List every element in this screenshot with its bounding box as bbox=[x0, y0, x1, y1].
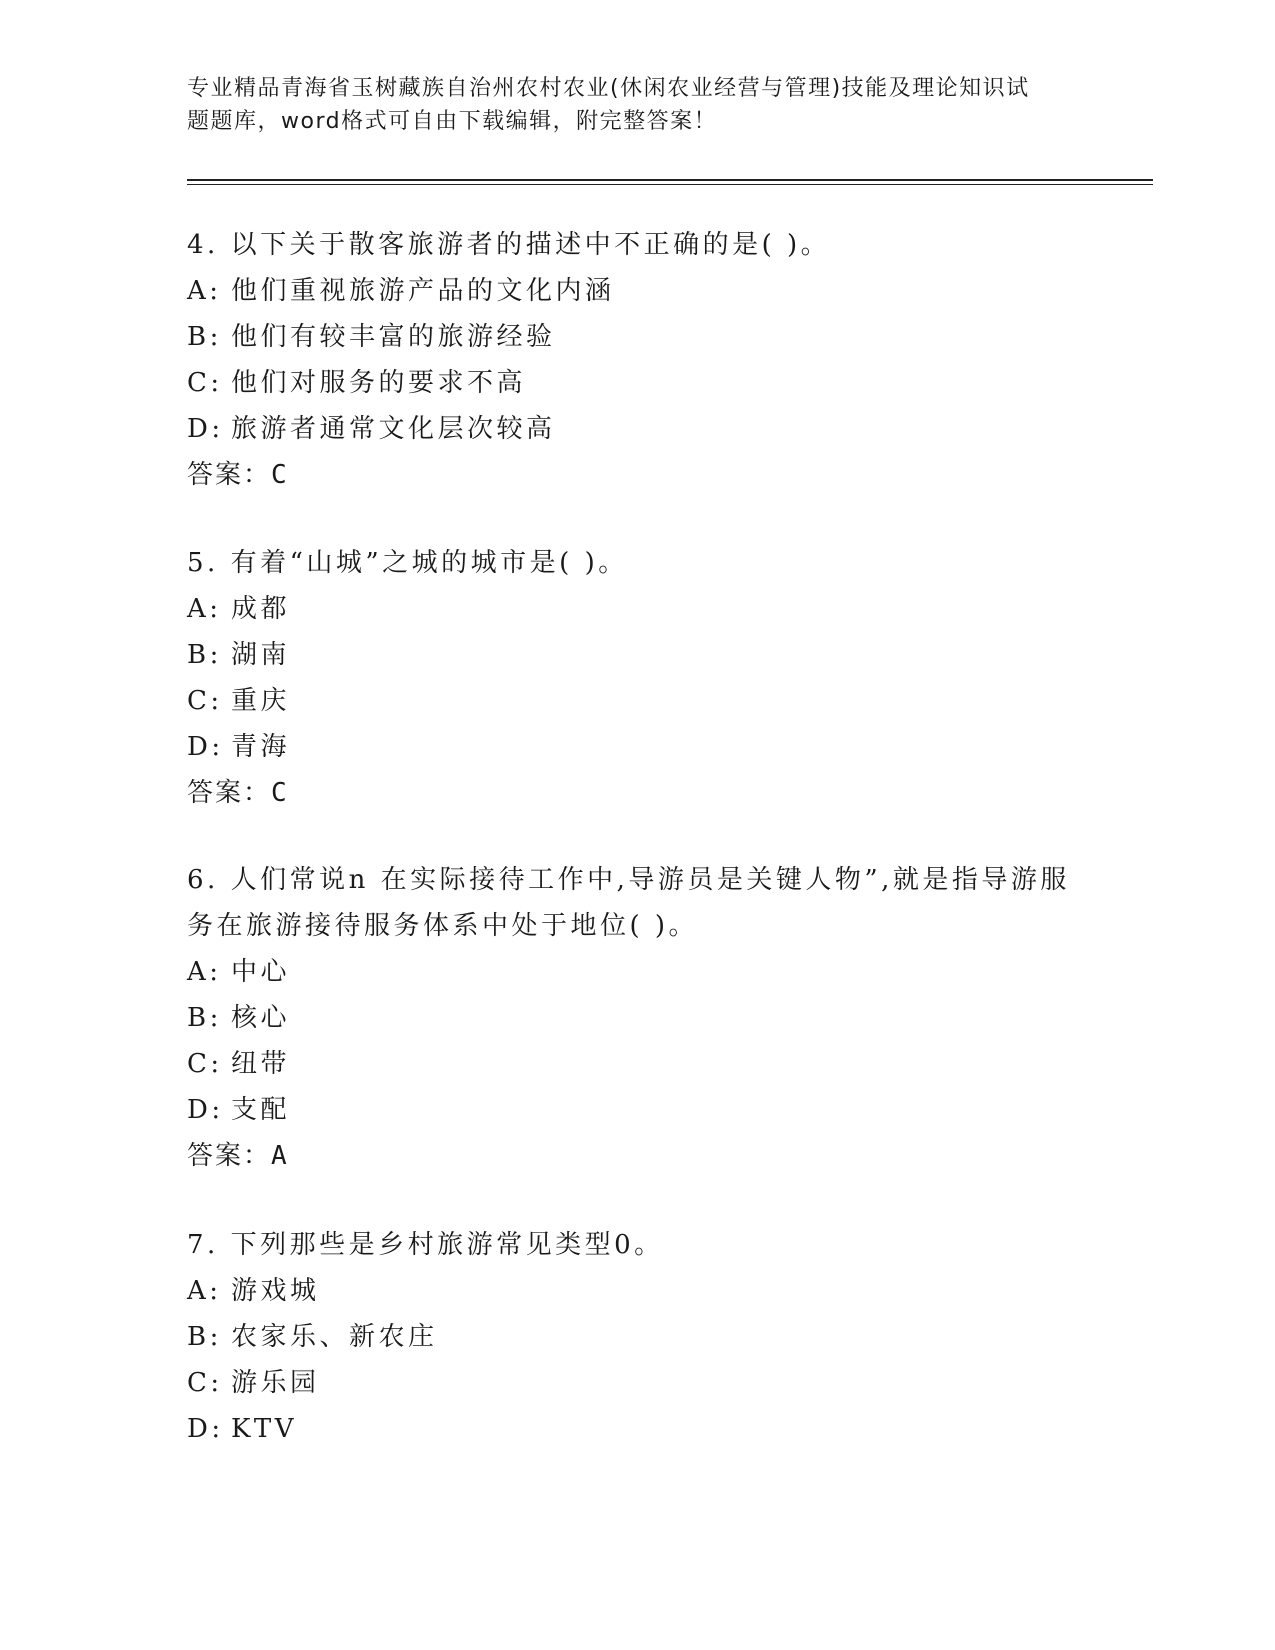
option-text: 他们重视旅游产品的文化内涵 bbox=[231, 276, 615, 306]
option-b bbox=[187, 314, 1087, 360]
option-key: A: bbox=[187, 594, 222, 624]
question-4 bbox=[187, 222, 1087, 498]
option-key: D: bbox=[187, 1095, 224, 1125]
answer-value: C bbox=[271, 460, 289, 490]
answer-value: A bbox=[271, 1141, 289, 1171]
option-c bbox=[187, 1041, 1087, 1087]
question-stem-line-1: 6. 人们常说n 在实际接待工作中,导游员是关键人物”,就是指导游服 bbox=[187, 865, 1070, 895]
option-a bbox=[187, 1268, 1087, 1314]
option-key: D: bbox=[187, 732, 224, 762]
answer-label: 答案： bbox=[187, 460, 272, 490]
option-d bbox=[187, 1406, 1087, 1452]
option-text: 他们对服务的要求不高 bbox=[231, 368, 527, 398]
question-7 bbox=[187, 1222, 1087, 1452]
answer-line bbox=[187, 1133, 1087, 1179]
answer-line bbox=[187, 452, 1087, 498]
option-key: A: bbox=[187, 957, 222, 987]
option-b bbox=[187, 995, 1087, 1041]
question-5 bbox=[187, 540, 1087, 816]
option-c bbox=[187, 678, 1087, 724]
question-stem: 4. 以下关于散客旅游者的描述中不正确的是( )。 bbox=[187, 230, 831, 260]
option-d bbox=[187, 406, 1087, 452]
question-stem: 7. 下列那些是乡村旅游常见类型0。 bbox=[187, 1230, 664, 1260]
option-c bbox=[187, 360, 1087, 406]
option-key: D: bbox=[187, 1414, 224, 1444]
option-text: 他们有较丰富的旅游经验 bbox=[231, 322, 556, 352]
question-stem-line-2: 务在旅游接待服务体系中处于地位( )。 bbox=[187, 911, 699, 941]
option-key: D: bbox=[187, 414, 224, 444]
option-text: 湖南 bbox=[231, 640, 291, 670]
option-c bbox=[187, 1360, 1087, 1406]
option-key: A: bbox=[187, 276, 222, 306]
option-key: C: bbox=[187, 686, 223, 716]
option-text: 支配 bbox=[231, 1095, 291, 1125]
answer-label: 答案： bbox=[187, 1141, 272, 1171]
answer-value: C bbox=[271, 778, 289, 808]
option-text: 农家乐、新农庄 bbox=[231, 1322, 438, 1352]
option-a bbox=[187, 586, 1087, 632]
option-text: 旅游者通常文化层次较高 bbox=[231, 414, 556, 444]
answer-line bbox=[187, 770, 1087, 816]
header-divider-thick bbox=[187, 179, 1153, 181]
header-title-line-1: 专业精品青海省玉树藏族自治州农村农业(休闲农业经营与管理)技能及理论知识试 bbox=[187, 76, 1030, 101]
option-text: 成都 bbox=[231, 594, 291, 624]
option-key: C: bbox=[187, 1368, 223, 1398]
option-text: 中心 bbox=[231, 957, 291, 987]
option-text: 核心 bbox=[231, 1003, 291, 1033]
option-key: C: bbox=[187, 1049, 223, 1079]
option-d bbox=[187, 1087, 1087, 1133]
option-b bbox=[187, 1314, 1087, 1360]
header-divider-thin bbox=[187, 184, 1153, 185]
option-text: 重庆 bbox=[231, 686, 291, 716]
option-key: B: bbox=[187, 1322, 222, 1352]
answer-label: 答案： bbox=[187, 778, 272, 808]
option-text: 纽带 bbox=[231, 1049, 291, 1079]
option-key: C: bbox=[187, 368, 223, 398]
option-a bbox=[187, 949, 1087, 995]
option-text: 游戏城 bbox=[231, 1276, 320, 1306]
option-key: B: bbox=[187, 640, 222, 670]
option-text: 游乐园 bbox=[231, 1368, 320, 1398]
option-text: KTV bbox=[231, 1414, 298, 1444]
option-key: A: bbox=[187, 1276, 222, 1306]
question-stem: 5. 有着“山城”之城的城市是( )。 bbox=[187, 548, 628, 578]
header-title-line-2: 题题库，word格式可自由下载编辑，附完整答案！ bbox=[187, 109, 718, 134]
option-b bbox=[187, 632, 1087, 678]
option-d bbox=[187, 724, 1087, 770]
document-header bbox=[187, 72, 1087, 138]
question-6 bbox=[187, 857, 1087, 1179]
option-a bbox=[187, 268, 1087, 314]
option-key: B: bbox=[187, 1003, 222, 1033]
option-key: B: bbox=[187, 322, 222, 352]
option-text: 青海 bbox=[231, 732, 291, 762]
